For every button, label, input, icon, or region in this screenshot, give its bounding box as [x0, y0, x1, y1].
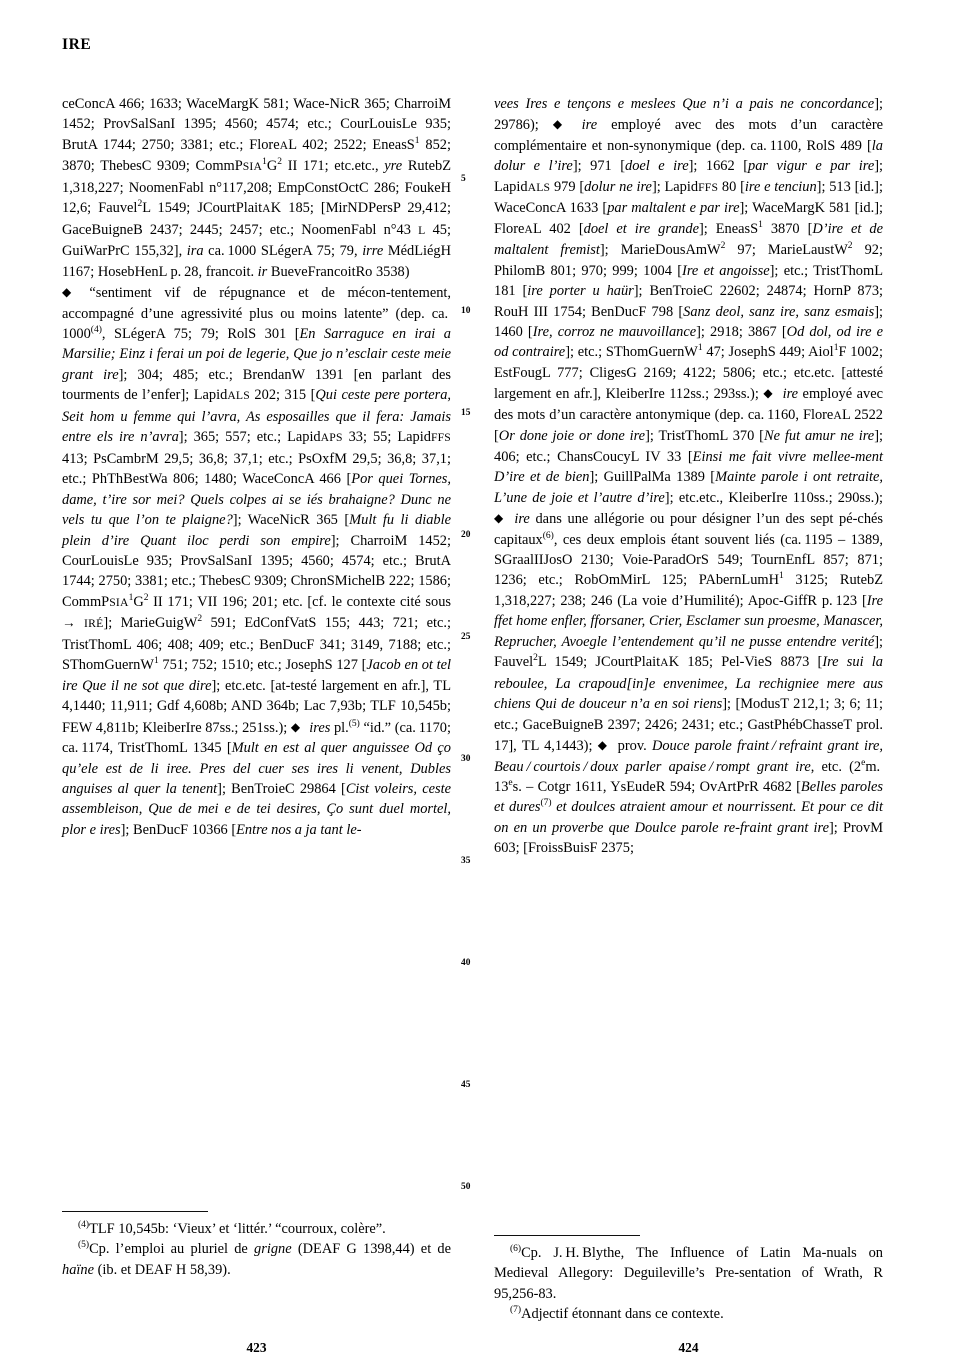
column-left — [62, 94, 451, 840]
line-number: 30 — [461, 754, 471, 764]
footnote-6: $^{(6)}$Cp. J. H. Blythe, The Influence of Latin Ma‑nuals on Medieval Allegory: Deguileville’s Pre‑sentation of Wrath, R 95,256-83. — [494, 1244, 883, 1302]
line-number: 45 — [461, 1080, 471, 1090]
lozenge-icon: ◆ — [62, 285, 81, 300]
line-number: 35 — [461, 856, 471, 866]
running-head: IRE — [62, 36, 92, 53]
line-number: 50 — [461, 1182, 471, 1192]
footnote-7: $^{(7)}$Adjectif étonnant dans ce contexte. — [510, 1305, 724, 1322]
lozenge-icon: ◆ — [763, 386, 774, 401]
sense-paragraph-2: vees Ires e tençons e meslees Que n’i a pais ne concordance]; 29786); ◆ ire employé avec des mots d’un caractère complémentaire et non‑synonymique (dep. ca. 1100, RolS 489 [la dolur e l’ire]; 971 [doel e ire]; 1662 [par vigur e par ire]; LapidALS 979 [dolur ne ire]; LapidFFS 80 [ire e tenciun]; 513 [id.]; WaceConcA 1633 [par maltalent e par ire]; WaceMargK 581 [id.]; FloreAL 402 [doel et ire grande]; EneasS$^1$ 3870 [D’ire et de maltalent fremist]; MarieDousAmW$^2$ 97; MarieLaustW$^2$ 92; PhilomB 801; 970; 999; 1004 [Ire et angoisse]; etc.; TristThomL 181 [ire porter u haür]; BenTroieC 22602; 24874; HornP 873; RouH III 1754; BenDucF 798 [Sanz deol, sanz ire, sanz esmais]; 1460 [Ire, corroz ne mauvoillance]; 2918; 3867 [Od dol, od ire e od contraire]; etc.; SThomGuernW$^1$ 47; JosephS 449; Aiol$^1$F 1002; EstFougL 777; CligesG 2169; 4122; 5806; etc.; etc.etc. [attesté largement en afr.], KleiberIre 112ss.; 293ss.); ◆ ire employé avec des mots d’un caractère antonymique (dep. ca. 1160, FloreAL 2522 [Or done joie or done ire]; TristThomL 370 [Ne fut amur ne ire]; 406; etc.; ChansCoucyL IV 33 [Einsi me fait vivre mellee‑ment D’ire et de bien]; GuillPalMa 1389 [Mainte parole i ont retraite, L’une de joie et l’autre d’ire]; etc.etc., KleiberIre 110ss.; 290ss.); ◆ ire dans une allégorie ou pour désigner l’un des sept pé‑chés capitaux$^{(6)}$, ces deux emplois étant souvent liés (ca. 1195 – 1389, SGraalIIJosO 2130; Voie‑ParadOrS 549; TournEnfL 857; 871; 1236; etc.; RobOmMirL 125; PAbernLumH$^1$ 3125; RutebZ 1,318,227; 238; 246 (La voie d’Humilité); Apoc‑GiffR p. 123 [Ire ffet home enfler, fforsaner, Crier, Esclamer sun proesme, Manascer, Reprucher, Avoegle l’entendement qu’il ne pusse entendre verité]; Fauvel$^2$L 1549; JCourtPlaitAK 185; Pel‑VieS 8873 [Ire sui la reboulee, La crapoud[in]e envenimee, La rechigniee mere aus chiens Qui de douceur n’a en soi riens]; [ModusT 212,1; 3; 6; 11; etc.; GaceBuigneB 2397; 2426; 2431; etc.; GastPhébChasseT prol. 17], TL 4,1443); ◆ prov. Douce parole fraint / refraint grant ire, Beau / courtois / doux parler apaise / rompt grant ire, etc. (2em. 13es. – Cotgr 1611, YsEudeR 594; OvArtPrR 4682 [Belles paroles et dures$^{(7)}$ et doulces atraient amour et nourrissent. Et pour ce dit on en un proverbe que Doulce parole re‑fraint grant ire]; ProvM 603; [FroissBuisF 2375; — [494, 96, 884, 857]
folio-number-left: 423 — [246, 1340, 267, 1355]
arrow-right-icon: → — [62, 615, 76, 631]
footnote-5: $^{(5)}$Cp. l’emploi au pluriel de grigne (DEAF G 1398,44) et de haïne (ib. et DEAF H 58,39). — [62, 1240, 451, 1278]
footnote-block-right — [494, 1235, 883, 1324]
line-number: 20 — [461, 530, 471, 540]
footnote-block-left — [62, 1211, 451, 1280]
lozenge-icon: ◆ — [290, 719, 301, 734]
folio-number-right: 424 — [678, 1340, 699, 1355]
footnote-4: $^{(4)}$TLF 10,545b: ‘Vieux’ et ‘littér.’ “courroux, colère”. — [78, 1220, 386, 1237]
line-number: 25 — [461, 632, 471, 642]
line-number: 15 — [461, 408, 471, 418]
lozenge-icon: ◆ — [552, 117, 573, 132]
lozenge-icon: ◆ — [494, 511, 506, 526]
line-number: 5 — [461, 174, 466, 184]
sense-paragraph-1: ◆ “sentiment vif de répugnance et de mécon‑tentement, accompagné d’une agressivité plus ou moins latente” (dep. ca. 1000$^{(4)}$, SLégerA 75; 79; RolS 301 [En Sarraguce en irai a Marsilie; Einz i ferai un poi de legerie, Que jo n’esclair ceste meie grant ire]; 304; 485; etc.; BrendanW 1391 [en parlant des tourments de l’enfer]; LapidALS 202; 315 [Qui ceste pere portera, Seit hom u femme qui l’avra, As esposailles que il fera: Jamais entre els ire n’avra]; 365; 557; etc.; LapidAPS 33; 55; LapidFFS 413; PsCambrM 29,5; 36,8; 37,1; etc.; PsOxfM 29,5; 36,8; 37,1; etc.; PhThBestWa 806; 1480; WaceConcA 466 [Por quei Tornes, dame, t’ire sor mei? Quels colpes ai se iés brahaigne? Dunc ne vels tu que l’on te plaigne?]; WaceNicR 365 [Mult fu li diable plein d’ire Quant iloc perdi son empire]; CharroiM 1452; CourLouisLe 935; ProvSalSanI 1395; 4560; 4574; etc.; BrutA 1744; 2750; 3381; etc.; ThebesC 9309; ChronSMichelB 222; 1586; $CommPSIA^1G^2$ II 171; VII 196; 201; etc. [cf. le contexte cité sous → IRÉ]; MarieGuigW$^2$ 591; EdConfVatS 155; 443; 721; etc.; TristThomL 406; 408; 409; etc.; BenDucF 341; 3149, 7188; etc.; SThomGuernW$^1$ 751; 752; 1510; etc.; JosephS 127 [Jacob en ot tel ire Que il ne sot que dire]; etc.etc. [at‑testé largement en afr.], TL 4,1440; 11,911; Gdf 4,608b; AND 364b; Lac 7,93b; TLF 10,545b; FEW 4,811b; KleiberIre 87ss.; 251ss.); ◆ ires pl.$^{(5)}$ “id.” (ca. 1170; ca. 1174, TristThomL 1345 [Mult en est al quer anguissee Od ço qu’ele est de li iree. Pres del cuer ses ires li venent, Dubles anguises al quer la tenent]; BenTroieC 29864 [Cist voleirs, ceste assembleison, Que de mei e de tei desires, Ço sunt duel mortel, plor e ires]; BenDucF 10366 [Entre nos a ja tant le- — [62, 285, 452, 838]
line-number: 10 — [461, 306, 471, 316]
line-number: 40 — [461, 958, 471, 968]
lozenge-icon: ◆ — [597, 738, 609, 753]
footnote-rule — [62, 1211, 208, 1212]
column-right — [494, 94, 883, 859]
footnote-rule — [494, 1235, 640, 1236]
entry-paragraph-citations: ceConcA 466; 1633; WaceMargK 581; Wace‑NicR 365; CharroiM 1452; ProvSalSanI 1395; 4560; 4574; etc.; CourLouisLe 935; BrutA 1744; 2750; 3381; etc.; FloreAL 402; 2522; EneasS$^1$ 852; 3870; ThebesC 9309; $CommPSIA^1G^2$ II 171; etc.etc., yre RutebZ 1,318,227; NoomenFabl n°117,208; EmpConstOctC 286; FoukeH 12,6; Fauvel$^2$L 1549; JCourtPlaitAK 185; [MirNDPersP 29,412; GaceBuigneB 2437; 2445; 2457; etc.; NoomenFabl n°43 L 45; GuiWarPrC 155,32], ira ca. 1000 SLégerA 75; 79, irre MédLiégH 1167; HosebHenL p. 28, francoit. ir BueveFrancoitRo 3538) — [62, 96, 451, 280]
